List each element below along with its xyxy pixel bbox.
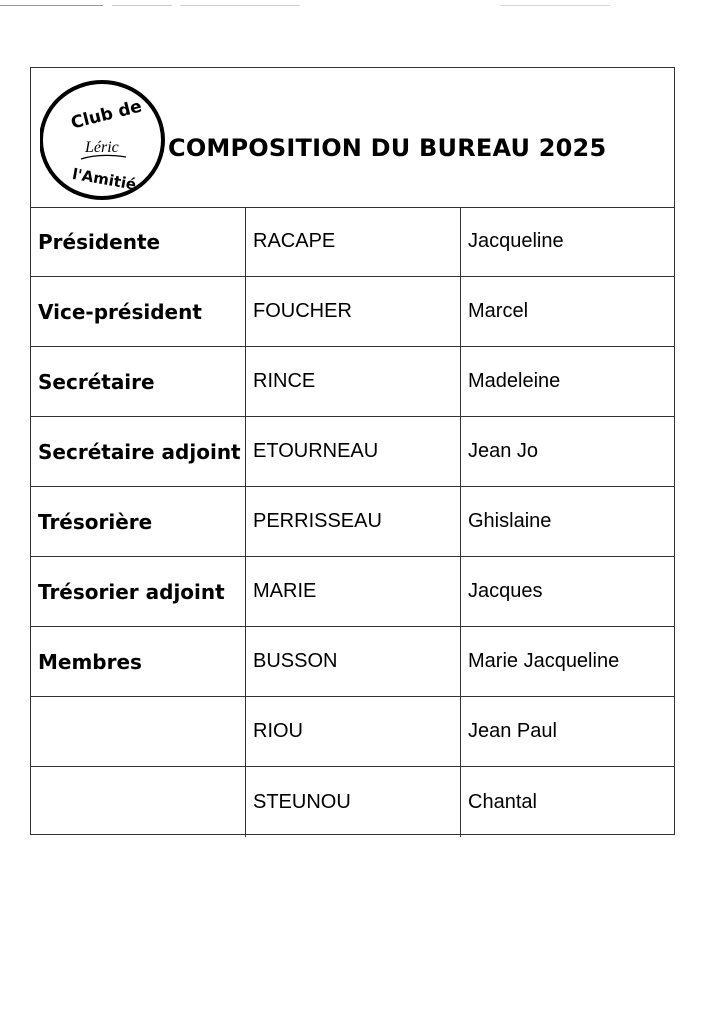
last-name-cell: MARIE xyxy=(245,557,460,626)
table-row xyxy=(31,347,674,417)
page-title: COMPOSITION DU BUREAU 2025 xyxy=(168,134,607,162)
first-name-cell: Jean Jo xyxy=(460,417,674,486)
last-name-cell: RIOU xyxy=(245,697,460,766)
first-name-cell: Marcel xyxy=(460,277,674,346)
role-cell: Trésorier adjoint xyxy=(38,579,225,604)
club-logo xyxy=(40,79,168,201)
first-name-cell: Jean Paul xyxy=(460,697,674,766)
table-row xyxy=(31,277,674,347)
table-row xyxy=(31,627,674,697)
bureau-document xyxy=(30,67,675,835)
logo-text-club: Club de xyxy=(69,96,144,134)
document-header xyxy=(31,68,674,208)
scan-artifact-line xyxy=(500,5,610,6)
last-name-cell: STEUNOU xyxy=(245,767,460,837)
last-name-cell: RACAPE xyxy=(245,207,460,276)
table-row xyxy=(31,417,674,487)
last-name-cell: RINCE xyxy=(245,347,460,416)
role-cell: Secrétaire adjoint xyxy=(38,439,241,464)
logo-text-leric: Léric xyxy=(85,139,119,156)
logo-text-amitie: l'Amitié xyxy=(70,164,138,194)
bureau-table xyxy=(31,207,674,837)
last-name-cell: BUSSON xyxy=(245,627,460,696)
first-name-cell: Chantal xyxy=(460,767,674,837)
last-name-cell: FOUCHER xyxy=(245,277,460,346)
role-cell: Membres xyxy=(38,649,142,674)
role-cell: Secrétaire xyxy=(38,369,155,394)
first-name-cell: Marie Jacqueline xyxy=(460,627,674,696)
first-name-cell: Ghislaine xyxy=(460,487,674,556)
scan-artifact-line xyxy=(0,5,103,6)
role-cell xyxy=(31,697,245,766)
table-row xyxy=(31,557,674,627)
table-row xyxy=(31,767,674,837)
table-row xyxy=(31,697,674,767)
table-row xyxy=(31,207,674,277)
first-name-cell: Jacqueline xyxy=(460,207,674,276)
last-name-cell: PERRISSEAU xyxy=(245,487,460,556)
first-name-cell: Jacques xyxy=(460,557,674,626)
role-cell: Vice-président xyxy=(38,299,202,324)
first-name-cell: Madeleine xyxy=(460,347,674,416)
role-cell: Trésorière xyxy=(38,509,153,534)
scan-artifact-line xyxy=(180,5,300,6)
role-cell xyxy=(31,767,245,837)
last-name-cell: ETOURNEAU xyxy=(245,417,460,486)
scan-artifact-line xyxy=(112,5,172,6)
table-row xyxy=(31,487,674,557)
role-cell: Présidente xyxy=(38,229,161,254)
